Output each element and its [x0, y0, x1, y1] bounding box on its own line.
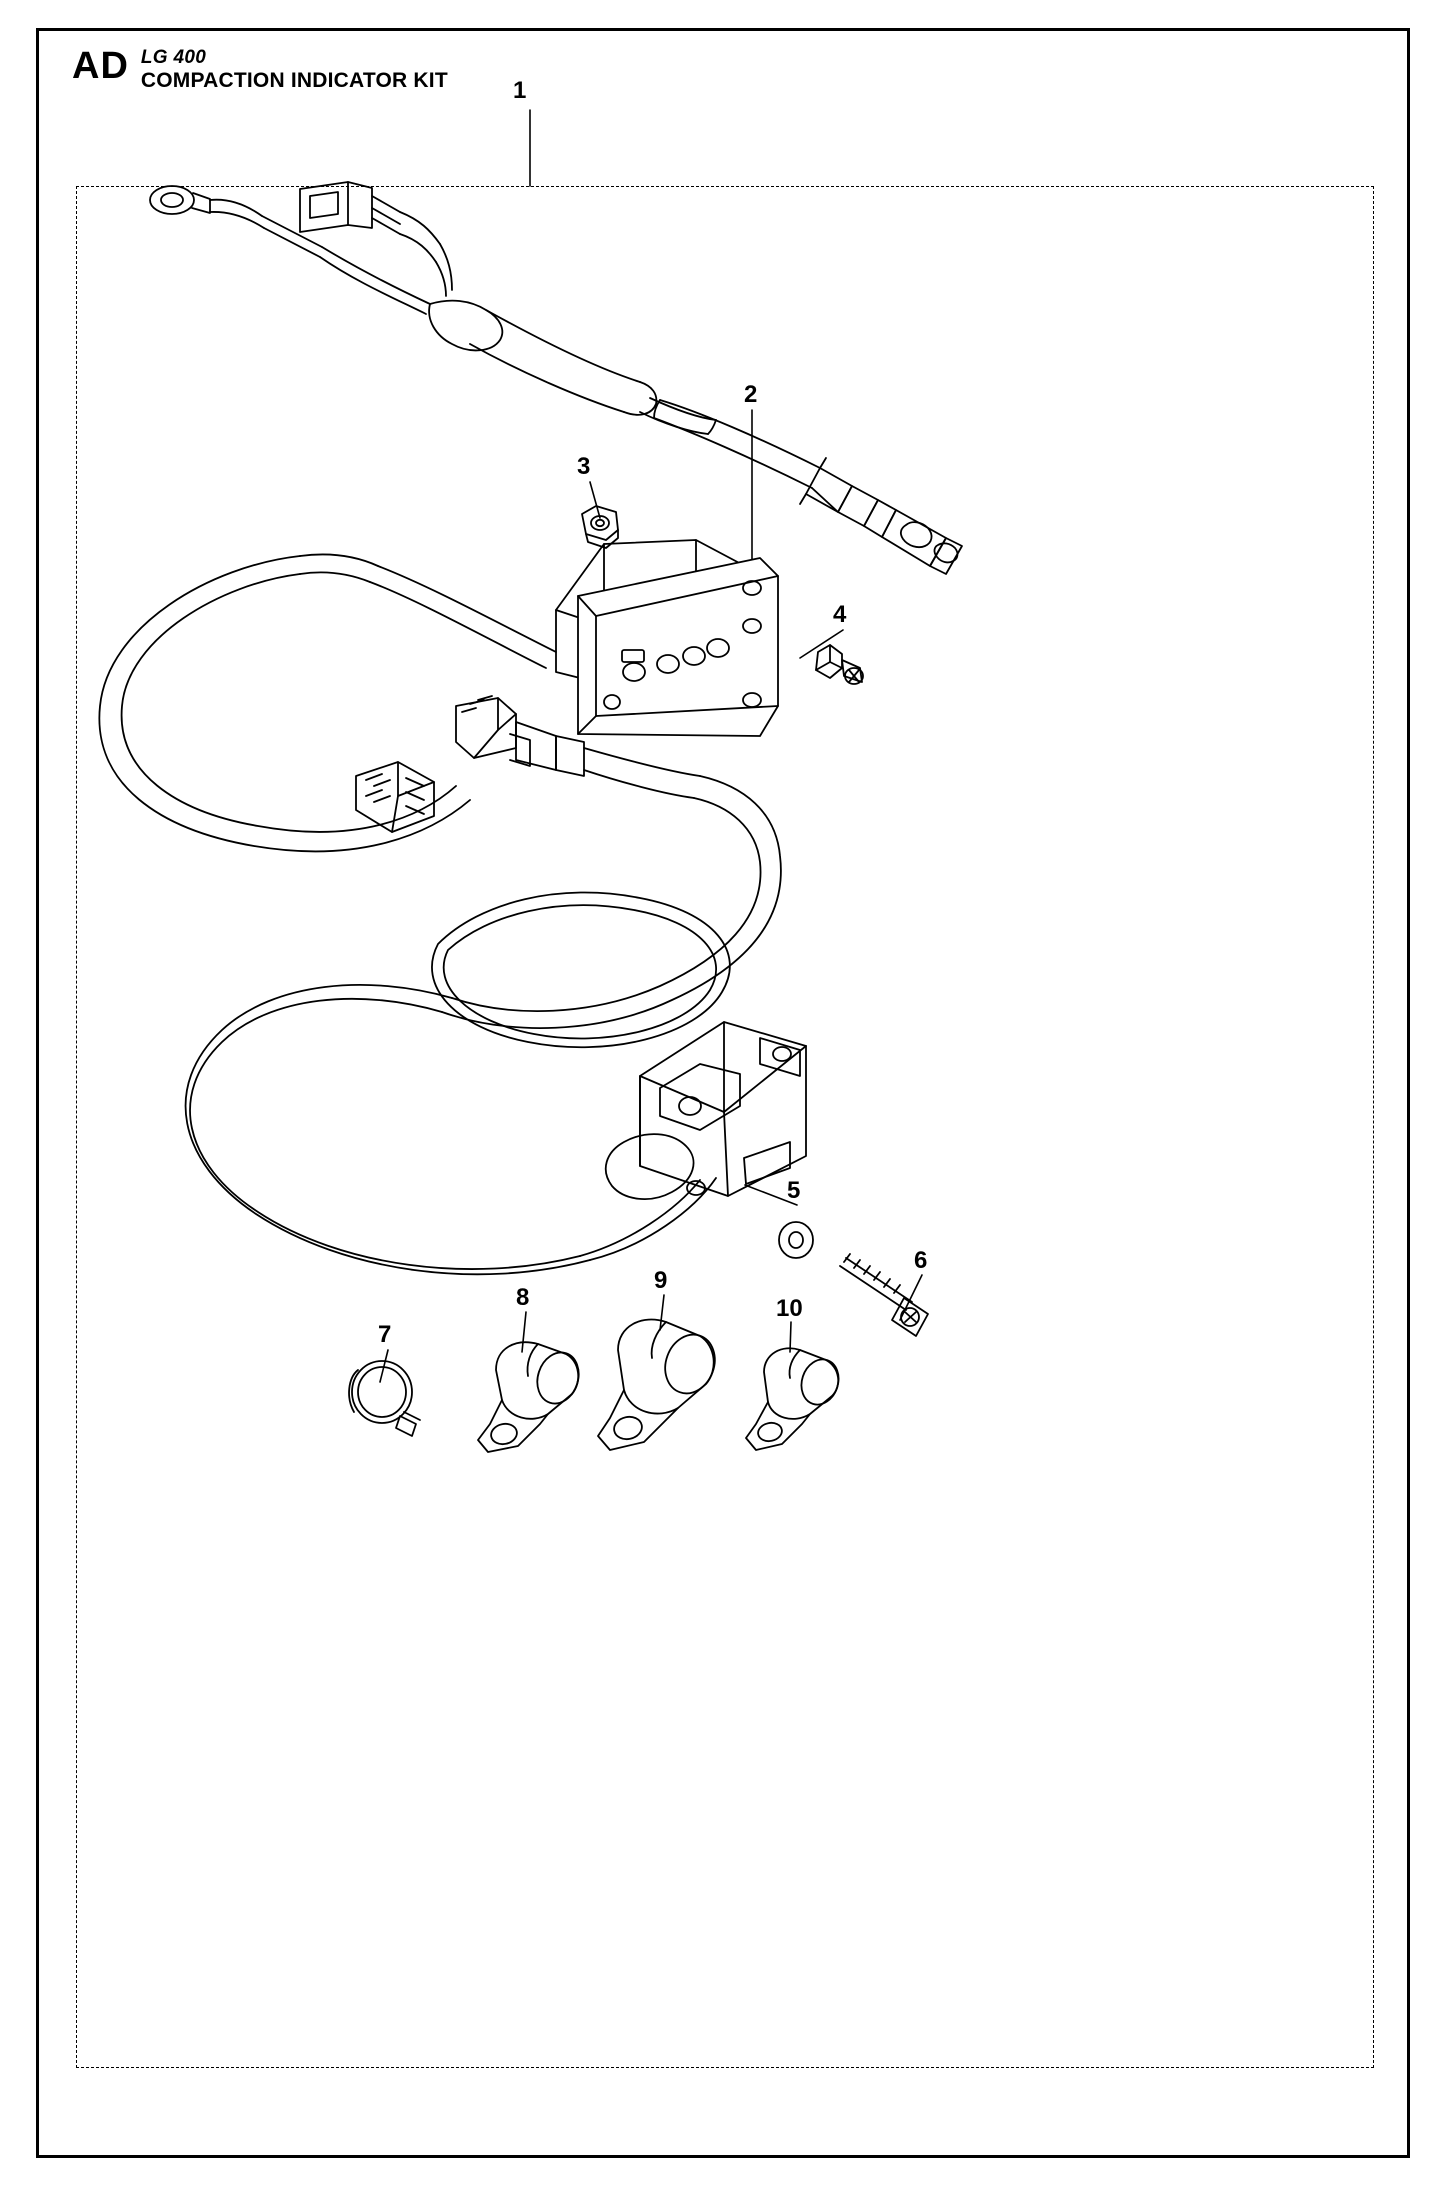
page-title: COMPACTION INDICATOR KIT: [140, 69, 448, 92]
page-header: [72, 45, 448, 93]
section-code: AD: [72, 45, 129, 87]
callout-8: 8: [516, 1284, 530, 1311]
callout-1: 1: [513, 77, 527, 104]
kit-group-boundary: [76, 186, 1374, 2068]
callout-2: 2: [744, 381, 758, 408]
callout-10: 10: [776, 1295, 803, 1322]
model-label: LG 400: [140, 47, 207, 68]
callout-7: 7: [378, 1321, 392, 1348]
callout-9: 9: [654, 1267, 668, 1294]
callout-5: 5: [787, 1177, 801, 1204]
callout-6: 6: [914, 1247, 928, 1274]
callout-3: 3: [577, 453, 591, 480]
header-titles: [141, 45, 448, 93]
callout-4: 4: [833, 601, 847, 628]
